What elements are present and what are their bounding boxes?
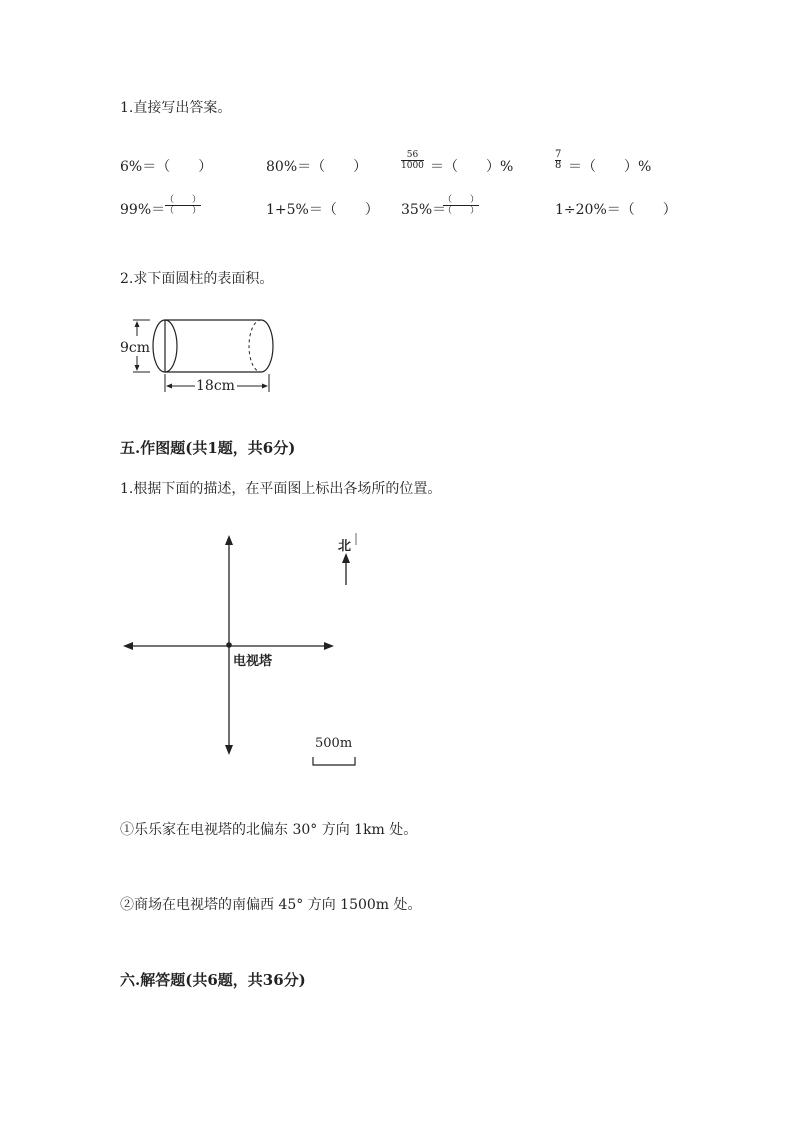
fraction-numerator: （ ）	[443, 195, 480, 205]
fraction-numerator: 7	[555, 149, 562, 160]
fraction-denominator: 1000	[401, 161, 424, 171]
fraction-numerator: （ ）	[165, 195, 202, 205]
section-5-item-2: ②商场在电视塔的南偏西 45° 方向 1500m 处。	[120, 897, 422, 913]
fraction-blank-99	[165, 195, 201, 216]
fraction-56-1000	[401, 150, 424, 171]
north-label: 北	[338, 539, 352, 554]
scale-label: 500m	[315, 736, 353, 751]
problem-80-percent: 80%＝（ ）	[266, 159, 368, 175]
section-6-heading: 六.解答题(共6题，共36分)	[120, 971, 306, 989]
fraction-denominator: （ ）	[443, 206, 480, 216]
problem-99-percent-lhs: 99%＝	[120, 202, 166, 218]
fraction-blank-35	[443, 195, 479, 216]
fraction-7-8	[555, 150, 561, 171]
question-1-title: 1.直接写出答案。	[120, 100, 232, 116]
problem-56-1000-rest: ＝（ ）%	[430, 159, 514, 175]
fraction-denominator: （ ）	[165, 206, 202, 216]
cylinder-length-label: 18cm	[196, 378, 235, 394]
section-5-question-1-title: 1.根据下面的描述，在平面图上标出各场所的位置。	[120, 481, 442, 497]
section-5-item-1: ①乐乐家在电视塔的北偏东 30° 方向 1km 处。	[120, 822, 418, 838]
problem-1-div-20-percent: 1÷20%＝（ ）	[555, 202, 677, 218]
section-5-heading: 五.作图题(共1题，共6分)	[120, 439, 296, 457]
question-2-title: 2.求下面圆柱的表面积。	[120, 271, 274, 287]
problem-1-plus-5-percent: 1+5%＝（ ）	[266, 202, 379, 218]
tv-tower-label: 电视塔	[233, 654, 273, 669]
problem-35-percent-lhs: 35%＝	[401, 202, 447, 218]
fraction-numerator: 56	[406, 150, 419, 160]
cylinder-height-label: 9cm	[120, 340, 151, 356]
problem-6-percent: 6%＝（ ）	[120, 159, 213, 175]
fraction-denominator: 8	[555, 160, 562, 171]
problem-7-8-rest: ＝（ ）%	[568, 159, 652, 175]
